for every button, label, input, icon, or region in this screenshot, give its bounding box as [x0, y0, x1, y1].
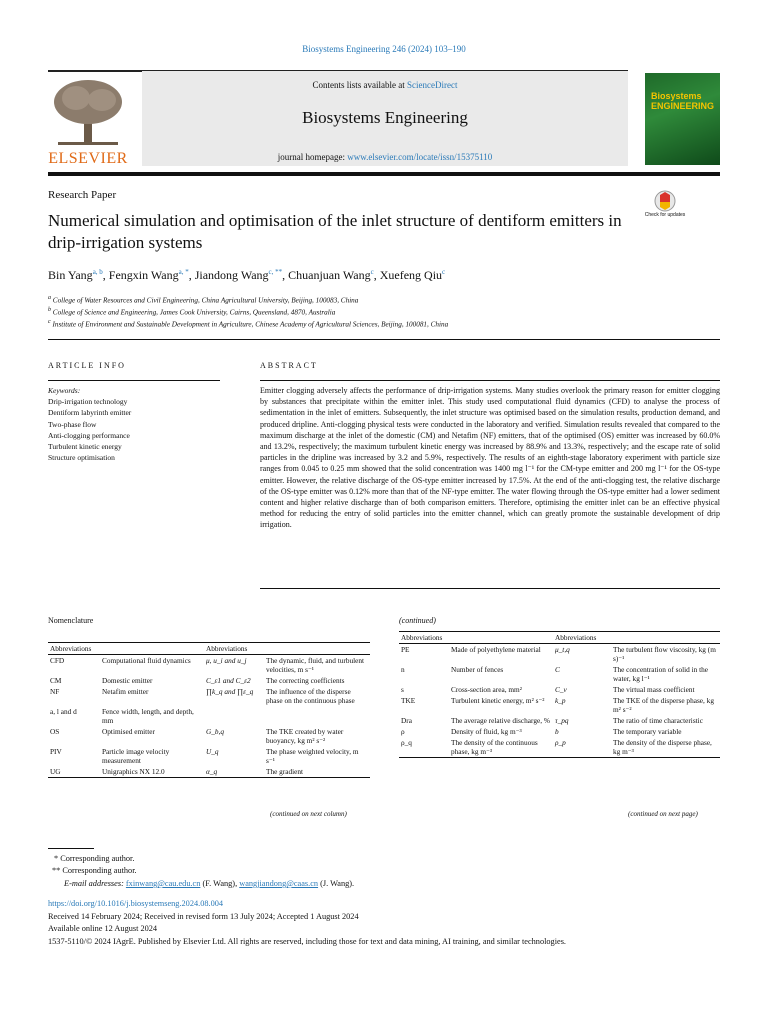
- table-cell: PE: [401, 645, 410, 654]
- keywords-list: [48, 396, 220, 463]
- table-cell: Domestic emitter: [102, 676, 153, 685]
- author-affiliation-marker[interactable]: c, **: [268, 268, 283, 276]
- table-cell: a, l and d: [50, 707, 77, 716]
- table-cell: μ, u_i and u_j: [206, 656, 247, 665]
- journal-reference[interactable]: Biosystems Engineering 246 (2024) 103–190: [302, 44, 466, 54]
- nomenclature-table-right: [399, 631, 720, 758]
- table-header-row: [399, 632, 720, 644]
- table-cell: α_q: [206, 767, 218, 776]
- column-header: Abbreviations: [401, 633, 443, 642]
- table-row: [399, 644, 720, 665]
- table-cell: NF: [50, 687, 60, 696]
- table-cell: The correcting coefficients: [266, 676, 345, 685]
- table-cell: The virtual mass coefficient: [613, 685, 695, 694]
- section-rule: [48, 339, 720, 340]
- crossmark-label[interactable]: Check for updates: [644, 212, 686, 218]
- table-cell: τ_pq: [555, 716, 569, 725]
- table-row: [48, 746, 370, 766]
- author-affiliation-marker[interactable]: c: [370, 268, 374, 276]
- journal-name: Biosystems Engineering: [302, 108, 468, 127]
- table-row: [399, 695, 720, 715]
- table-cell: ρ: [401, 727, 405, 736]
- table-cell: ρ_q: [401, 738, 412, 747]
- footnote-rule: [48, 848, 94, 849]
- email-addresses: [64, 879, 354, 888]
- keyword: Dentiform labyrinth emitter: [48, 408, 132, 418]
- email-link-1[interactable]: fxinwang@cau.edu.cn: [125, 879, 201, 888]
- table-row: [399, 664, 720, 684]
- sciencedirect-link[interactable]: ScienceDirect: [407, 80, 458, 90]
- table-cell: CM: [50, 676, 62, 685]
- table-cell: n: [401, 665, 405, 674]
- author-separator: ,: [188, 268, 195, 282]
- table-cell: k_p: [555, 696, 566, 705]
- email-link-2[interactable]: wangjiandong@caas.cn: [239, 879, 319, 888]
- corresponding-author-note-1: * Corresponding author.: [54, 854, 135, 863]
- table-row: [48, 686, 370, 706]
- table-cell: The dynamic, fluid, and turbulent velocities, m s⁻¹: [266, 656, 365, 674]
- author-name[interactable]: Chuanjuan Wang: [288, 268, 371, 282]
- crossmark-icon[interactable]: [651, 190, 679, 226]
- copyright-notice: 1537-5110/© 2024 IAgrE. Published by Elsevier Ltd. All rights are reserved, including those for text and data mining, AI training, and similar technologies.: [48, 937, 566, 946]
- column-header: Abbreviations: [50, 644, 92, 653]
- nomenclature-title: Nomenclature: [48, 616, 94, 625]
- table-cell: The influence of the disperse phase on the continuous phase: [266, 687, 355, 705]
- table-cell: Made of polyethylene material: [451, 645, 541, 654]
- corresponding-author-note-2: ** Corresponding author.: [52, 866, 137, 875]
- table-cell: C: [555, 665, 560, 674]
- article-info-rule: [48, 380, 220, 381]
- author-separator: ,: [102, 268, 109, 282]
- table-cell: [264, 706, 370, 726]
- table-row: [48, 766, 370, 778]
- keyword: Two-phase flow: [48, 419, 97, 429]
- table-cell: The gradient: [266, 767, 304, 776]
- article-type: Research Paper: [48, 189, 117, 201]
- table-cell: C_v: [555, 685, 567, 694]
- continued-next-column-note: (continued on next column): [270, 810, 347, 818]
- table-cell: G_b,q: [206, 727, 225, 736]
- contents-prefix: Contents lists available at: [312, 80, 407, 90]
- affiliation-a: $^a$ College of Water Resources and Civil Engineering, China Agricultural University, Beijing, 100083, China: [48, 295, 359, 305]
- table-cell: The concentration of solid in the water, kg l⁻¹: [613, 665, 709, 683]
- journal-homepage-line: [142, 152, 628, 162]
- header-bottom-rule: [48, 172, 720, 176]
- table-cell: The turbulent flow viscosity, kg (m s)⁻¹: [613, 645, 716, 663]
- online-date: Available online 12 August 2024: [48, 924, 158, 933]
- table-cell: C_ε1 and C_ε2: [206, 676, 251, 685]
- abstract-text: Emitter clogging adversely affects the performance of drip-irrigation systems. Many studies overlook the primary reason for emitter clogging by substances that precipitate within the emitter inlet. This study used computational fluid dynamics (CFD) to analyse the process of sedimentation in the inlet of emitters. Subsequently, the inlet structure was optimised based on the simulation results, production demand, and produced dripline. Anti-clogging physical tests were conducted in the laboratory and verified. Simulation results revealed that compared to the maximum discharge at the inlet of the domestic (CM) and Netafim (NF) emitters, that of the optimised (OS) emitter was increased by 60.0% and 13.2%, respectively; the maximum turbulent kinetic energy was increased by 88.9% and 13.3%, respectively; and the escape rate of solid particles in the dripline was increased by 3.2 and 5.9%, respectively. The results of an eighth-stage laboratory experiment with particle size ranges from 0.045 to 0.25 mm showed that the solid concentration was 1400 mg l⁻¹ for the CM-type emitter and 200 mg l⁻¹ for the OS-type emitter. However, the relative discharge of the OS-type emitter increased by 17.5%. At the end of the anti-clogging test, the relative discharge of the OS-type emitter was 0.12% more than that of the NF-type emitter. The water flowing through the OS-type emitter had a lower sediment content and higher relative discharge than of both comparison emitters. Therefore, optimising the emitter inlet can be an effective physical method for reducing the entry of solid particles into the emitter channel, which can greatly promote the sustainable development of drip irrigation.: [260, 386, 720, 530]
- table-cell: The TKE of the disperse phase, kg m² s⁻²: [613, 696, 714, 714]
- column-header: Abbreviations: [206, 644, 248, 653]
- elsevier-wordmark: ELSEVIER: [48, 150, 128, 167]
- author-name[interactable]: Xuefeng Qiu: [379, 268, 443, 282]
- email-name-2: (J. Wang).: [318, 879, 355, 888]
- table-row: [48, 726, 370, 746]
- abstract-rule: [260, 380, 720, 381]
- table-cell: U_q: [206, 747, 219, 756]
- author-name[interactable]: Bin Yang: [48, 268, 93, 282]
- email-name-1: (F. Wang),: [200, 879, 240, 888]
- keywords-label: Keywords:: [48, 386, 81, 395]
- keyword: Turbulent kinetic energy: [48, 442, 122, 452]
- table-cell: b: [555, 727, 559, 736]
- table-row: [399, 715, 720, 726]
- article-title: Numerical simulation and optimisation of the inlet structure of dentiform emitters in drip-irrigation systems: [48, 211, 622, 252]
- affiliation-b: $^b$ College of Science and Engineering, James Cook University, Cairns, Queensland, 4870, Australia: [48, 307, 336, 317]
- table-cell: [204, 706, 264, 726]
- keywords-block: [48, 385, 220, 463]
- table-cell: UG: [50, 767, 61, 776]
- table-row: [48, 655, 370, 676]
- table-cell: Netafim emitter: [102, 687, 149, 696]
- table-cell: OS: [50, 727, 60, 736]
- author-separator: ,: [373, 268, 380, 282]
- doi-link[interactable]: https://doi.org/10.1016/j.biosystemseng.2024.08.004: [48, 899, 224, 908]
- author-affiliation-marker[interactable]: a, *: [178, 268, 189, 276]
- nomenclature-table-left: [48, 642, 370, 778]
- table-row: [399, 684, 720, 695]
- homepage-prefix: journal homepage:: [277, 152, 348, 162]
- email-label: E-mail addresses:: [64, 879, 126, 888]
- table-row: [399, 726, 720, 737]
- continued-next-page-note: (continued on next page): [628, 810, 698, 818]
- table-cell: Turbulent kinetic energy, m² s⁻²: [451, 696, 545, 705]
- column-header: Abbreviations: [555, 633, 597, 642]
- author-name[interactable]: Fengxin Wang: [108, 268, 179, 282]
- table-cell: TKE: [401, 696, 416, 705]
- table-cell: Unigraphics NX 12.0: [102, 767, 165, 776]
- table-cell: Cross-section area, mm²: [451, 685, 522, 694]
- table-cell: The ratio of time characteristic: [613, 716, 703, 725]
- table-header-row: [48, 643, 370, 655]
- table-cell: μ_t,q: [555, 645, 570, 654]
- abstract-bottom-rule: [260, 588, 720, 589]
- table-cell: PIV: [50, 747, 62, 756]
- contents-available-line: [142, 80, 628, 90]
- table-row: [48, 675, 370, 686]
- table-cell: ρ_p: [555, 738, 566, 747]
- keyword: Drip-irrigation technology: [48, 397, 128, 407]
- table-cell: Dra: [401, 716, 412, 725]
- table-cell: Computational fluid dynamics: [102, 656, 191, 665]
- table-cell: Particle image velocity measurement: [102, 747, 170, 765]
- table-cell: The phase weighted velocity, m s⁻¹: [266, 747, 359, 765]
- table-cell: Optimised emitter: [102, 727, 155, 736]
- table-row: [399, 737, 720, 758]
- author-list: [48, 268, 445, 283]
- table-cell: Density of fluid, kg m⁻³: [451, 727, 522, 736]
- table-cell: The temporary variable: [613, 727, 682, 736]
- continued-title: (continued): [399, 616, 436, 625]
- table-cell: The TKE created by water buoyancy, kg m² s⁻²: [266, 727, 344, 745]
- affiliation-c: $^c$ Institute of Environment and Sustainable Development in Agriculture, Chinese Academy of Agricultural Sciences, Beijing, 100081, China: [48, 319, 449, 329]
- table-cell: The density of the disperse phase, kg m⁻³: [613, 738, 712, 756]
- table-cell: ∏k_q and ∏ε_q: [206, 687, 254, 696]
- author-affiliation-marker[interactable]: a, b: [92, 268, 103, 276]
- author-separator: ,: [282, 268, 289, 282]
- article-info-heading: ARTICLE INFO: [48, 361, 126, 370]
- table-cell: s: [401, 685, 404, 694]
- table-cell: CFD: [50, 656, 65, 665]
- table-row: [48, 706, 370, 726]
- abstract-heading: ABSTRACT: [260, 361, 318, 370]
- journal-cover-thumbnail[interactable]: [645, 73, 720, 165]
- table-cell: Number of fences: [451, 665, 504, 674]
- author-affiliation-marker[interactable]: c: [442, 268, 446, 276]
- table-cell: The density of the continuous phase, kg m⁻³: [451, 738, 538, 756]
- author-name[interactable]: Jiandong Wang: [194, 268, 269, 282]
- journal-homepage-link[interactable]: www.elsevier.com/locate/issn/15375110: [347, 152, 493, 162]
- received-dates: Received 14 February 2024; Received in revised form 13 July 2024; Accepted 1 August 2024: [48, 912, 359, 921]
- table-cell: The average relative discharge, %: [451, 716, 550, 725]
- table-cell: Fence width, length, and depth, mm: [102, 707, 194, 725]
- keyword: Structure optimisation: [48, 453, 115, 463]
- keyword: Anti-clogging performance: [48, 430, 130, 440]
- cover-title: Biosystems ENGINEERING: [651, 91, 715, 111]
